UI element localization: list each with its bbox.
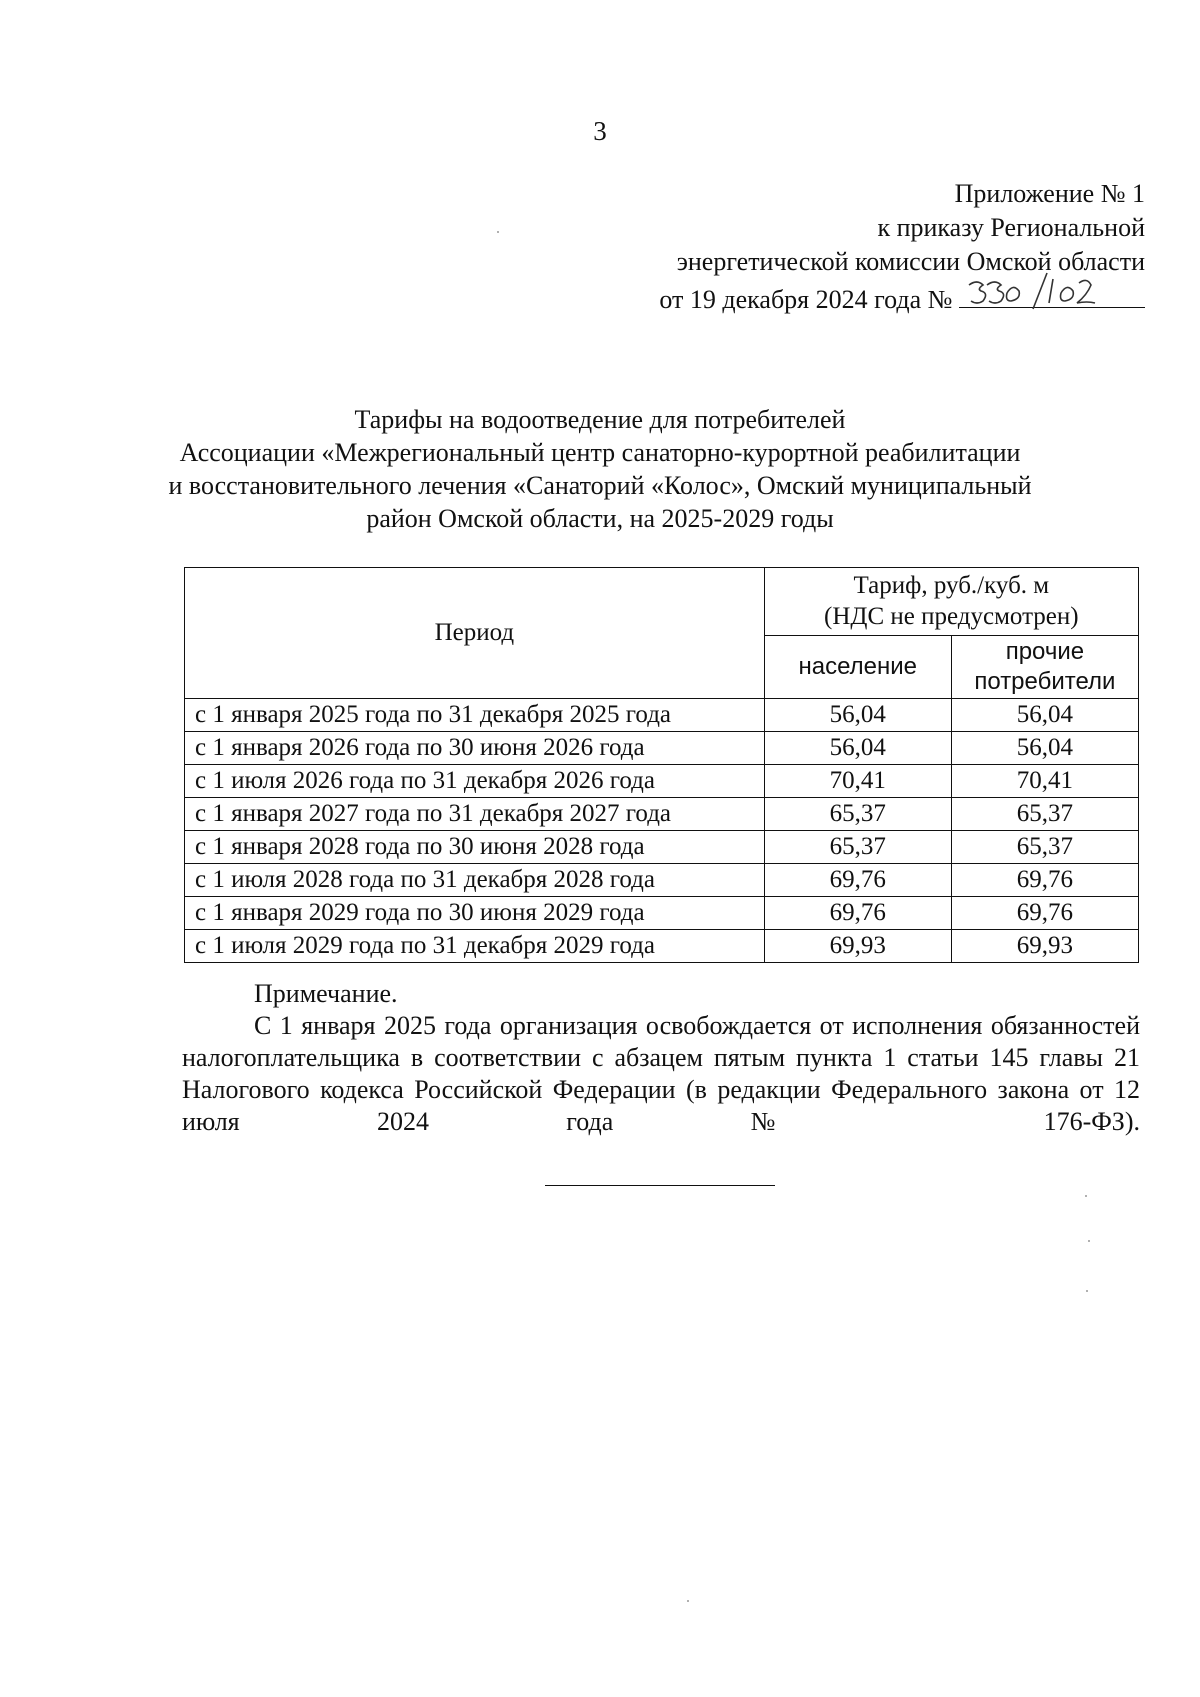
table-row: [185, 798, 1139, 831]
table-row: [185, 930, 1139, 963]
row-period: с 1 января 2027 года по 31 декабря 2027 года: [185, 798, 765, 831]
order-number-field: [959, 279, 1145, 308]
row-population-tariff: 65,37: [764, 798, 951, 831]
row-other-tariff: 69,76: [951, 897, 1138, 930]
document-title: [60, 403, 1140, 535]
row-population-tariff: 65,37: [764, 831, 951, 864]
note-heading: Примечание.: [254, 979, 398, 1008]
table-row: [185, 732, 1139, 765]
row-period: с 1 июля 2026 года по 31 декабря 2026 года: [185, 765, 765, 798]
row-population-tariff: 56,04: [764, 699, 951, 732]
population-header: население: [764, 635, 951, 699]
row-period: с 1 января 2026 года по 30 июня 2026 года: [185, 732, 765, 765]
note-block: [182, 978, 1140, 1138]
scan-speck: [687, 1600, 689, 1602]
scan-speck: [1086, 1290, 1088, 1292]
row-period: с 1 июля 2029 года по 31 декабря 2029 года: [185, 930, 765, 963]
row-other-tariff: 65,37: [951, 831, 1138, 864]
appendix-line-3: энергетической комиссии Омской области: [676, 247, 1145, 276]
row-period: с 1 июля 2028 года по 31 декабря 2028 года: [185, 864, 765, 897]
other-header-line-1: прочие: [1005, 637, 1085, 665]
row-other-tariff: 70,41: [951, 765, 1138, 798]
row-population-tariff: 56,04: [764, 732, 951, 765]
row-other-tariff: 69,93: [951, 930, 1138, 963]
table-row: [185, 699, 1139, 732]
row-period: с 1 января 2029 года по 30 июня 2029 года: [185, 897, 765, 930]
row-population-tariff: 69,76: [764, 897, 951, 930]
appendix-line-4: [659, 279, 1145, 317]
table-row: [185, 897, 1139, 930]
row-population-tariff: 70,41: [764, 765, 951, 798]
scan-speck: [1088, 1240, 1090, 1242]
period-header: Период: [185, 568, 765, 699]
other-header-line-2: потребители: [974, 667, 1116, 695]
row-period: с 1 января 2028 года по 30 июня 2028 года: [185, 831, 765, 864]
page-number: 3: [593, 116, 607, 146]
appendix-date-label: от 19 декабря 2024 года №: [659, 285, 953, 314]
tariff-table: [184, 567, 1139, 963]
table-row: [185, 831, 1139, 864]
row-population-tariff: 69,76: [764, 864, 951, 897]
appendix-line-1: Приложение № 1: [954, 179, 1145, 208]
row-other-tariff: 56,04: [951, 699, 1138, 732]
closing-divider: [545, 1185, 775, 1186]
scan-speck: [497, 231, 499, 233]
note-text: С 1 января 2025 года организация освобождается от исполнения обязанностей налогоплательщика в соответствии с абзацем пятым пункта 1 статьи 145 главы 21 Налогового кодекса Российской Федерации (в редакции Федерального закона от 12 июля 2024 года № 176-ФЗ).: [182, 1011, 1140, 1136]
appendix-block: [659, 177, 1145, 317]
tariff-header: [764, 568, 1138, 636]
title-line-2: Ассоциации «Межрегиональный центр санаторно-курортной реабилитации: [179, 438, 1021, 467]
row-other-tariff: 56,04: [951, 732, 1138, 765]
tariff-header-line-1: Тариф, руб./куб. м: [853, 572, 1050, 600]
handwritten-order-number: [963, 271, 1103, 311]
row-other-tariff: 69,76: [951, 864, 1138, 897]
tariff-header-line-2: (НДС не предусмотрен): [824, 603, 1079, 631]
title-line-4: район Омской области, на 2025-2029 годы: [366, 504, 834, 533]
row-other-tariff: 65,37: [951, 798, 1138, 831]
other-consumers-header: [951, 635, 1138, 699]
appendix-line-2: к приказу Региональной: [877, 213, 1145, 242]
table-row: [185, 765, 1139, 798]
title-line-3: и восстановительного лечения «Санаторий «Колос», Омский муниципальный: [168, 471, 1032, 500]
row-period: с 1 января 2025 года по 31 декабря 2025 года: [185, 699, 765, 732]
table-row: [185, 864, 1139, 897]
title-line-1: Тарифы на водоотведение для потребителей: [354, 405, 846, 434]
scan-speck: [1085, 1195, 1087, 1197]
row-population-tariff: 69,93: [764, 930, 951, 963]
